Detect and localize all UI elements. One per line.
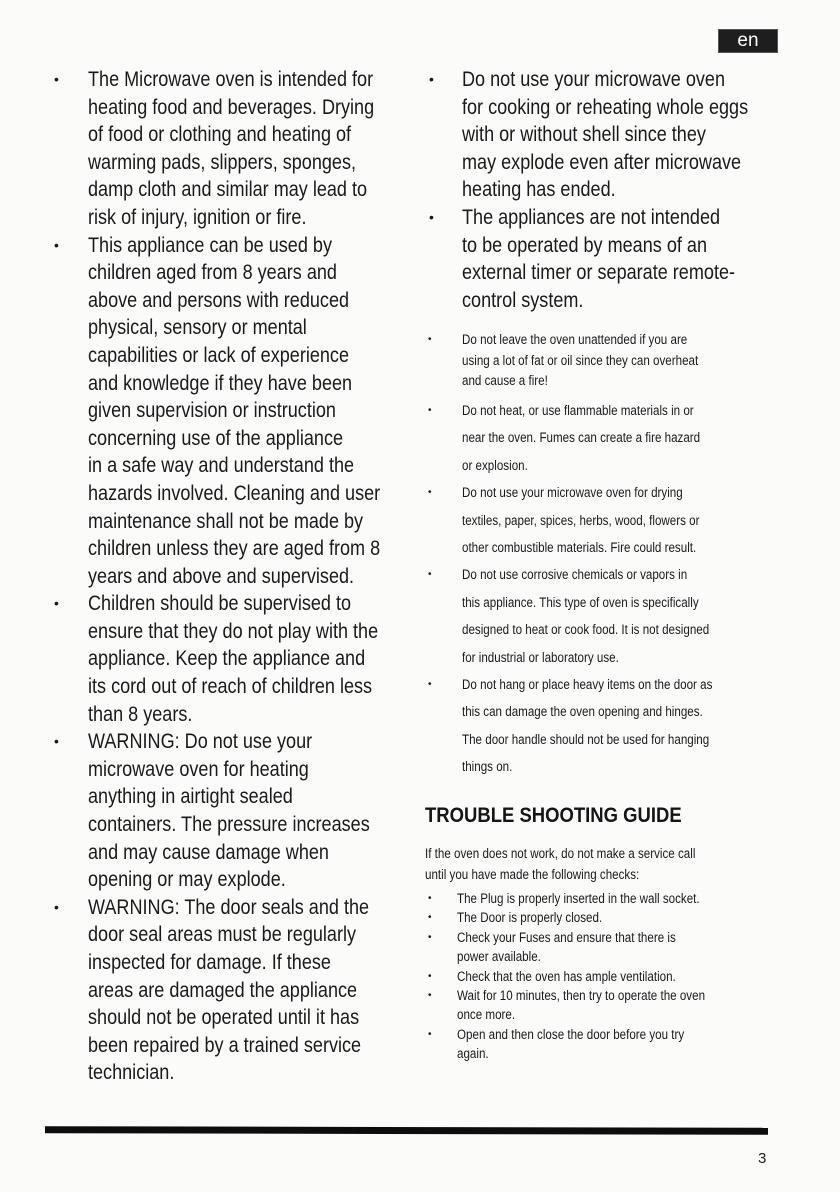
text-line: microwave oven for heating [88, 757, 309, 781]
text-line: control system. [462, 288, 584, 312]
text-line: The door handle should not be used for hanging [462, 731, 710, 747]
text-line: Do not leave the oven unattended if you are [462, 332, 688, 347]
bullet-icon: • [54, 595, 59, 612]
bullet-icon: • [428, 334, 432, 345]
list-item-unattended-fat [425, 330, 785, 392]
bullet-icon: • [429, 208, 434, 225]
troubleshooting-intro [425, 843, 739, 885]
text-line: above and persons with reduced [88, 288, 350, 312]
list-item-whole-eggs [425, 66, 785, 204]
text-line: anything in airtight sealed [88, 785, 293, 809]
text-line: concerning use of the appliance [88, 426, 344, 450]
text-line: of food or clothing and heating of [88, 123, 352, 147]
text-line: textiles, paper, spices, herbs, wood, flowers or [462, 512, 700, 528]
text-line: Do not use your microwave oven [462, 68, 725, 91]
list-item-flammable-materials [425, 397, 785, 479]
text-line: and may cause damage when [88, 840, 329, 864]
text-line: to be operated by means of an [462, 233, 707, 257]
text-line: near the oven. Fumes can create a fire hazard [462, 430, 701, 446]
text-line: and knowledge if they have been [88, 371, 353, 395]
text-line: capabilities or lack of experience [88, 343, 350, 367]
troubleshooting-heading: TROUBLE SHOOTING GUIDE [425, 804, 682, 827]
text-line: than 8 years. [88, 702, 193, 726]
bullet-icon: • [428, 487, 432, 499]
text-line: risk of injury, ignition or fire. [88, 205, 307, 229]
text-line: containers. The pressure increases [88, 813, 370, 837]
text-line: using a lot of fat or oil since they can overheat [462, 352, 699, 368]
text-line: external timer or separate remote- [462, 261, 736, 285]
check-item-ventilation [425, 967, 785, 986]
bullet-icon: • [54, 733, 59, 750]
text-line: warming pads, slippers, sponges, [88, 150, 357, 174]
footer-rule [45, 1126, 768, 1135]
text-line: designed to heat or cook food. It is not designed [462, 622, 710, 638]
text-line: years and above and supervised. [88, 564, 355, 588]
list-item-intended-use [50, 66, 410, 232]
page-number: 3 [758, 1150, 767, 1167]
text-line: appliance. Keep the appliance and [88, 647, 366, 671]
check-item-door [425, 908, 785, 927]
text-line: Do not heat, or use flammable materials in or [462, 403, 694, 418]
text-line: areas are damaged the appliance [88, 978, 358, 1002]
text-line: for cooking or reheating whole eggs [462, 95, 749, 119]
text-line: children aged from 8 years and [88, 261, 337, 285]
text-line: If the oven does not work, do not make a service call [425, 846, 696, 861]
bullet-icon: • [54, 236, 59, 253]
text-line: The Microwave oven is intended for [88, 68, 374, 91]
text-line: Wait for 10 minutes, then try to operate the oven [457, 987, 706, 1003]
text-line: Do not use corrosive chemicals or vapors in [462, 567, 688, 583]
text-line: Children should be supervised to [88, 592, 352, 616]
bullet-icon: • [428, 970, 432, 982]
text-line: Check your Fuses and ensure that there is [457, 929, 676, 945]
text-line: should not be operated until it has [88, 1006, 360, 1030]
bullet-icon: • [428, 1028, 432, 1040]
text-line: Do not hang or place heavy items on the door as [462, 676, 713, 692]
check-item-reopen-door [425, 1025, 785, 1064]
list-item-children-use [50, 232, 410, 591]
text-line: with or without shell since they [462, 123, 706, 147]
text-line: this appliance. This type of oven is specifically [462, 594, 699, 610]
list-item-external-timer [425, 204, 785, 314]
text-line: again. [457, 1046, 489, 1062]
check-item-fuses [425, 928, 785, 967]
text-line: hazards involved. Cleaning and user [88, 481, 381, 505]
text-line: in a safe way and understand the [88, 454, 355, 478]
text-line: WARNING: Do not use your [88, 730, 313, 754]
text-line: The Plug is properly inserted in the wall socket. [457, 891, 700, 906]
text-line: This appliance can be used by [88, 233, 332, 257]
bullet-icon: • [428, 569, 432, 581]
text-line: given supervision or instruction [88, 399, 336, 423]
list-item-corrosive-chemicals [425, 561, 785, 671]
text-line: things on. [462, 759, 513, 775]
text-line: opening or may explode. [88, 868, 286, 892]
text-line: been repaired by a trained service [88, 1033, 362, 1057]
bullet-icon: • [54, 898, 59, 915]
bullet-icon: • [428, 678, 432, 690]
list-item-warning-sealed-containers [50, 728, 410, 894]
text-line: for industrial or laboratory use. [462, 649, 619, 665]
text-line: or explosion. [462, 457, 528, 473]
text-line: Do not use your microwave oven for drying [462, 485, 683, 501]
text-line: The Door is properly closed. [457, 910, 603, 926]
text-line: may explode even after microwave [462, 150, 742, 174]
troubleshooting-checklist [425, 889, 785, 1064]
text-line: inspected for damage. If these [88, 951, 331, 974]
right-column-small-list-tight [425, 330, 785, 392]
text-line: damp cloth and similar may lead to [88, 178, 368, 202]
text-line: Check that the oven has ample ventilation. [457, 968, 676, 984]
text-line: WARNING: The door seals and the [88, 895, 370, 919]
check-item-plug [425, 889, 785, 908]
text-line: this can damage the oven opening and hinges. [462, 704, 703, 720]
text-line: The appliances are not intended [462, 205, 721, 229]
bullet-icon: • [428, 893, 432, 904]
check-item-wait [425, 986, 785, 1025]
left-column [50, 66, 410, 1087]
text-line: ensure that they do not play with the [88, 619, 379, 643]
text-line: Open and then close the door before you try [457, 1026, 685, 1042]
bullet-icon: • [428, 931, 432, 943]
text-line: and cause a fire! [462, 373, 548, 388]
bullet-icon: • [428, 912, 432, 924]
text-line: door seal areas must be regularly [88, 923, 357, 947]
bullet-icon: • [428, 405, 432, 416]
right-column-small-list-loose [425, 397, 785, 780]
bullet-icon: • [54, 71, 59, 87]
text-line: once more. [457, 1007, 516, 1023]
text-line: children unless they are aged from 8 [88, 537, 381, 561]
text-line: technician. [88, 1061, 175, 1085]
language-badge: en [718, 29, 778, 53]
text-line: physical, sensory or mental [88, 316, 307, 340]
list-item-heavy-items-door [425, 671, 785, 781]
text-line: other combustible materials. Fire could result. [462, 539, 697, 555]
text-line: maintenance shall not be made by [88, 509, 364, 533]
list-item-drying-textiles [425, 479, 785, 561]
list-item-supervise-children [50, 590, 410, 728]
text-line: until you have made the following checks: [425, 867, 640, 882]
bullet-icon: • [429, 71, 434, 87]
right-column-large-list [425, 66, 785, 314]
text-line: its cord out of reach of children less [88, 675, 373, 699]
list-item-warning-door-seals [50, 894, 410, 1087]
text-line: heating has ended. [462, 178, 616, 202]
text-line: heating food and beverages. Drying [88, 95, 375, 119]
text-line: power available. [457, 949, 541, 965]
bullet-icon: • [428, 989, 432, 1001]
